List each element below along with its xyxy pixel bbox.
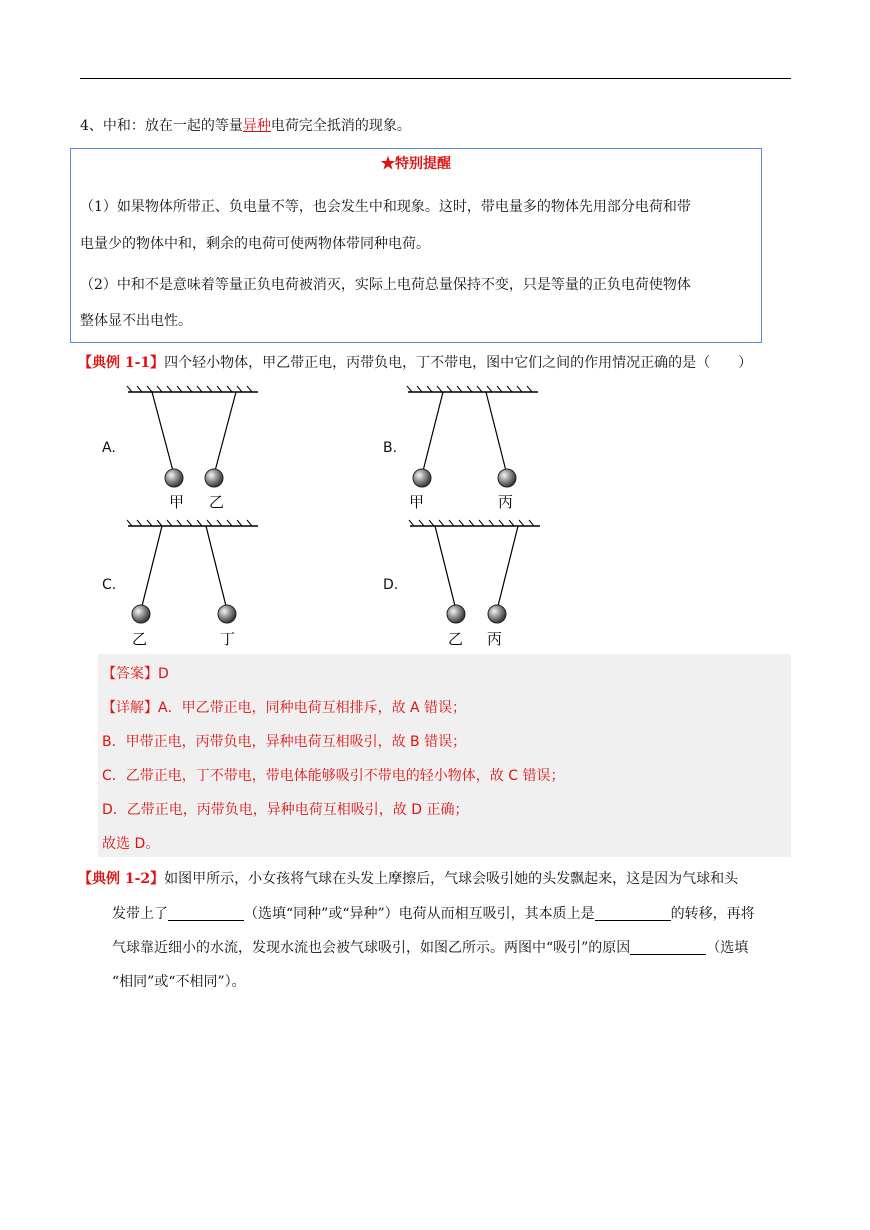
ball-left — [413, 469, 431, 487]
reminder-p1-line1: （1）如果物体所带正、负电量不等，也会发生中和现象。这时，带电量多的物体先用部分电荷和带 — [80, 199, 691, 215]
header-rule — [80, 78, 791, 79]
answer-tag: 【答案】 — [102, 666, 158, 682]
detail-tag: 【详解】 — [102, 700, 158, 716]
blank-1[interactable] — [168, 906, 244, 921]
option-c-letter: C. — [102, 577, 117, 593]
option-a-diagram — [120, 385, 270, 515]
example2-l2a: 发带上了 — [112, 906, 168, 922]
detail-b: B．甲带正电，丙带负电，异种电荷互相吸引，故 B 错误； — [102, 734, 467, 750]
string-left — [435, 526, 455, 606]
option-a-letter: A. — [102, 440, 116, 456]
ball-right — [488, 605, 506, 623]
blank-2[interactable] — [595, 906, 671, 921]
string-right — [215, 392, 236, 471]
ball-right — [205, 469, 223, 487]
ball-left — [132, 605, 150, 623]
answer-line — [102, 663, 169, 683]
detail-d: D．乙带正电，丙带负电，异种电荷互相吸引，故 D 正确； — [102, 802, 469, 818]
example2-line2 — [112, 903, 755, 923]
topic-highlight: 异种 — [242, 118, 271, 134]
option-d-letter: D. — [383, 577, 399, 593]
label-left: 乙 — [132, 630, 148, 648]
ball-right — [498, 469, 516, 487]
string-right — [206, 526, 226, 606]
topic-neutralization — [80, 115, 411, 135]
option-d-diagram — [402, 518, 552, 653]
reminder-title: ★特别提醒 — [381, 156, 451, 172]
detail-c: C．乙带正电，丁不带电，带电体能够吸引不带电的轻小物体，故 C 错误； — [102, 768, 565, 784]
string-left — [152, 392, 173, 471]
reminder-p2-line2: 整体显不出电性。 — [80, 313, 192, 329]
example2-line1 — [78, 868, 738, 888]
label-left: 乙 — [448, 630, 464, 648]
example2-line3 — [112, 937, 748, 957]
string-left — [142, 526, 162, 606]
ceiling-hatch — [409, 520, 534, 526]
example2-l2c: 的转移，再将 — [670, 906, 755, 922]
option-b-diagram — [402, 385, 552, 515]
label-right: 丙 — [498, 493, 514, 511]
detail-a — [102, 697, 466, 717]
example1-question — [78, 352, 752, 372]
topic-suffix: 电荷完全抵消的现象。 — [270, 118, 411, 134]
answer-box — [98, 654, 791, 857]
blank-3[interactable] — [630, 940, 706, 955]
ball-left — [447, 605, 465, 623]
option-b-letter: B. — [383, 440, 398, 456]
ceiling-hatch — [127, 386, 252, 392]
example2-line4: “相同”或“不相同”）。 — [112, 974, 246, 990]
detail-a-text: A．甲乙带正电，同种电荷互相排斥，故 A 错误； — [158, 700, 467, 716]
topic-prefix: 4、中和：放在一起的等量 — [80, 118, 243, 134]
label-right: 丁 — [220, 630, 236, 648]
reminder-p2-line1: （2）中和不是意味着等量正负电荷被消灭，实际上电荷总量保持不变，只是等量的正负电荷使物体 — [80, 277, 691, 293]
example2-l3a: 气球靠近细小的水流，发现水流也会被气球吸引，如图乙所示。两图中“吸引”的原因 — [112, 940, 631, 956]
string-right — [486, 392, 506, 471]
ceiling-hatch — [407, 386, 532, 392]
label-right: 乙 — [209, 493, 225, 511]
example2-l3b: （选填 — [706, 940, 749, 956]
string-right — [498, 526, 518, 606]
example2-l1: 如图甲所示，小女孩将气球在头发上摩擦后，气球会吸引她的头发飘起来，这是因为气球和头 — [164, 871, 739, 887]
string-left — [423, 392, 443, 471]
example1-tag: 【典例 1-1】 — [78, 355, 165, 371]
ceiling-hatch — [127, 520, 252, 526]
example1-question-text: 四个轻小物体，甲乙带正电，丙带负电，丁不带电，图中它们之间的作用情况正确的是（ ） — [164, 355, 753, 371]
label-left: 甲 — [409, 493, 425, 511]
label-right: 丙 — [487, 630, 503, 648]
label-left: 甲 — [169, 493, 185, 511]
answer-value: D — [158, 666, 169, 682]
option-c-diagram — [120, 518, 270, 653]
ball-left — [165, 469, 183, 487]
reminder-p1-line2: 电量少的物体中和，剩余的电荷可使两物体带同种电荷。 — [80, 236, 430, 252]
conclusion: 故选 D。 — [102, 836, 160, 852]
ball-right — [218, 605, 236, 623]
example2-l2b: （选填“同种”或“异种”）电荷从而相互吸引，其本质上是 — [244, 906, 595, 922]
example2-tag: 【典例 1-2】 — [78, 871, 165, 887]
